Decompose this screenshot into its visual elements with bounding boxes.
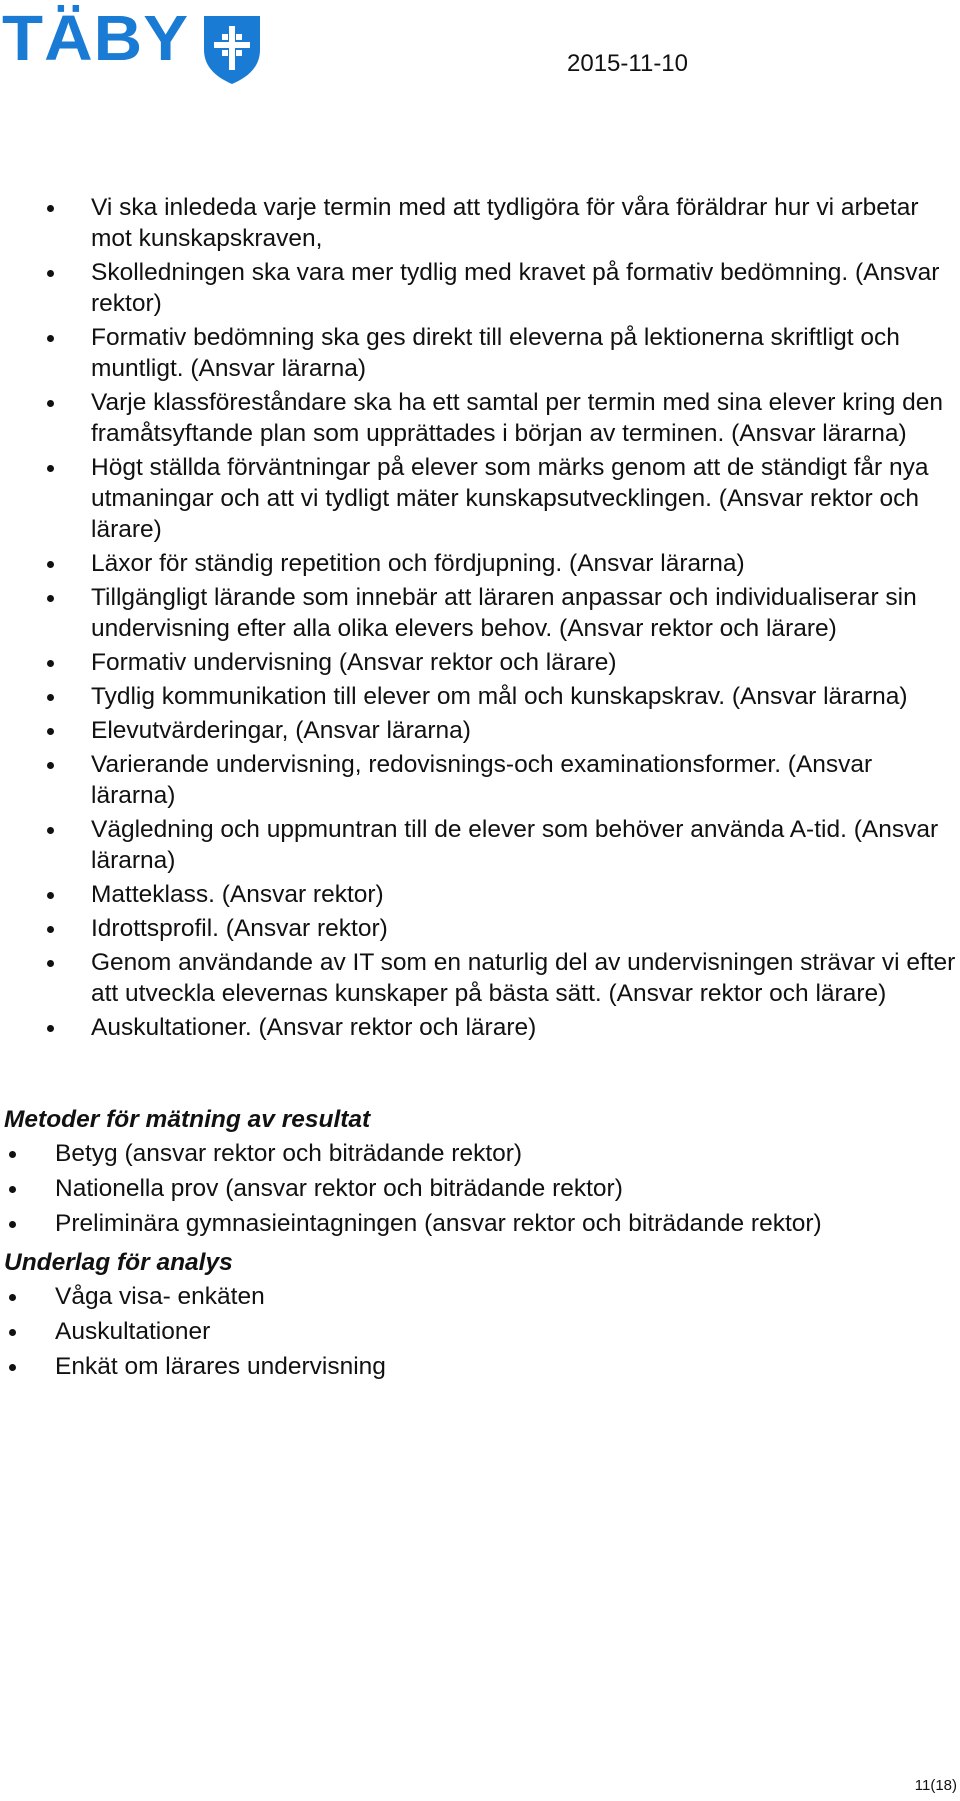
list-item: Vägledning och uppmuntran till de elever som behöver använda A-tid. (Ansvar lärarna): [0, 814, 960, 876]
list-item: Tydlig kommunikation till elever om mål och kunskapskrav. (Ansvar lärarna): [0, 681, 960, 712]
action-list: [0, 192, 960, 1043]
list-item: Auskultationer: [0, 1316, 960, 1347]
bullet-icon: [9, 1364, 16, 1371]
bullet-icon: [47, 728, 54, 735]
list-item: Auskultationer. (Ansvar rektor och lärare): [0, 1012, 960, 1043]
page-number: 11(18): [914, 1777, 957, 1794]
section-heading-metoder: Metoder för mätning av resultat: [4, 1106, 371, 1133]
list-item: Genom användande av IT som en naturlig del av undervisningen strävar vi efter att utveckla elevernas kunskaper på bästa sätt. (Ansvar rektor och lärare): [0, 947, 960, 1009]
bullet-icon: [47, 960, 54, 967]
bullet-icon: [47, 561, 54, 568]
bullet-icon: [47, 660, 54, 667]
bullet-icon: [47, 892, 54, 899]
list-item: Nationella prov (ansvar rektor och biträdande rektor): [0, 1173, 960, 1204]
list-item: Matteklass. (Ansvar rektor): [0, 879, 960, 910]
list-item: Enkät om lärares undervisning: [0, 1351, 960, 1382]
list-item: Betyg (ansvar rektor och biträdande rektor): [0, 1138, 960, 1169]
bullet-icon: [9, 1151, 16, 1158]
list-item: Våga visa- enkäten: [0, 1281, 960, 1312]
list-item: Formativ bedömning ska ges direkt till eleverna på lektionerna skriftligt och muntligt. (Ansvar lärarna): [0, 322, 960, 384]
bullet-icon: [47, 1025, 54, 1032]
list-item: Varje klassföreståndare ska ha ett samtal per termin med sina elever kring den framåtsyftande plan som upprättades i början av terminen. (Ansvar lärarna): [0, 387, 960, 449]
bullet-icon: [9, 1294, 16, 1301]
bullet-icon: [47, 205, 54, 212]
bullet-icon: [47, 595, 54, 602]
bullet-icon: [47, 694, 54, 701]
bullet-icon: [47, 335, 54, 342]
shield-cross-icon: [200, 12, 264, 86]
list-item: Vi ska inlededa varje termin med att tydligöra för våra föräldrar hur vi arbetar mot kunskapskraven,: [0, 192, 960, 254]
list-item: Skolledningen ska vara mer tydlig med kravet på formativ bedömning. (Ansvar rektor): [0, 257, 960, 319]
bullet-icon: [47, 270, 54, 277]
taby-logo: [2, 2, 264, 86]
bullet-icon: [47, 465, 54, 472]
list-item: Preliminära gymnasieintagningen (ansvar rektor och biträdande rektor): [0, 1208, 960, 1239]
list-item: Tillgängligt lärande som innebär att läraren anpassar och individualiserar sin undervisning efter alla olika elevers behov. (Ansvar rektor och lärare): [0, 582, 960, 644]
bullet-icon: [47, 926, 54, 933]
logo-text: TÄBY: [2, 2, 190, 74]
bullet-icon: [9, 1221, 16, 1228]
bullet-icon: [9, 1186, 16, 1193]
list-item: Högt ställda förväntningar på elever som märks genom att de ständigt får nya utmaningar och att vi tydligt mäter kunskapsutvecklingen. (Ansvar rektor och lärare): [0, 452, 960, 545]
bullet-icon: [47, 827, 54, 834]
section-heading-underlag: Underlag för analys: [4, 1249, 233, 1276]
list-item: Idrottsprofil. (Ansvar rektor): [0, 913, 960, 944]
underlag-list: [0, 1281, 960, 1382]
document-body: [0, 192, 960, 1390]
bullet-icon: [9, 1329, 16, 1336]
metoder-list: [0, 1138, 960, 1239]
document-date: 2015-11-10: [567, 50, 688, 77]
list-item: Formativ undervisning (Ansvar rektor och lärare): [0, 647, 960, 678]
list-item: Varierande undervisning, redovisnings-och examinationsformer. (Ansvar lärarna): [0, 749, 960, 811]
list-item: Elevutvärderingar, (Ansvar lärarna): [0, 715, 960, 746]
bullet-icon: [47, 762, 54, 769]
bullet-icon: [47, 400, 54, 407]
list-item: Läxor för ständig repetition och fördjupning. (Ansvar lärarna): [0, 548, 960, 579]
page-header: [0, 0, 960, 100]
